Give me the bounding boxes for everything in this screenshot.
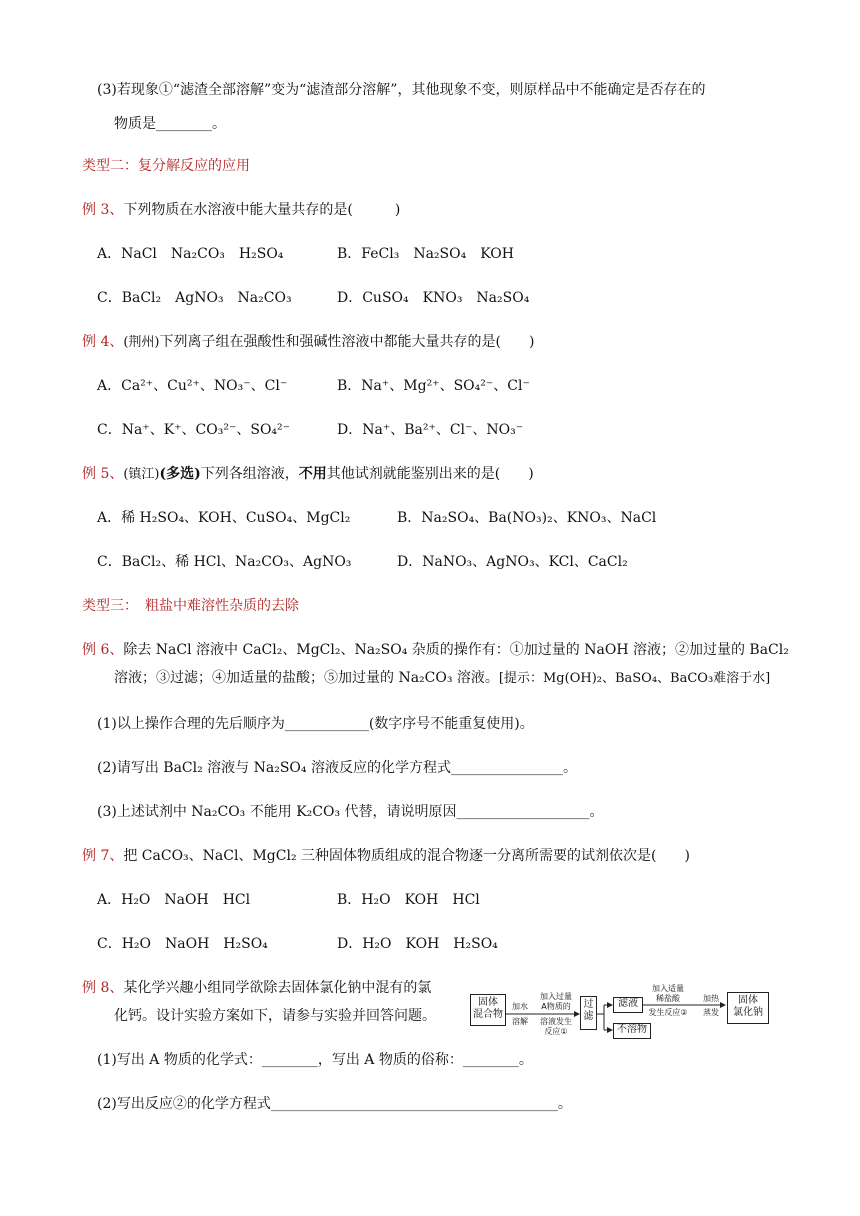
ex3-option-b: B．FeCl₃ Na₂SO₄ KOH — [337, 246, 514, 262]
ex5-multi: (多选) — [159, 466, 201, 482]
ex4-option-d: D．Na⁺、Ba²⁺、Cl⁻、NO₃⁻ — [337, 422, 524, 438]
ex5-source: (镇江) — [123, 467, 160, 482]
ex6-label: 例 6、 — [82, 642, 124, 658]
ex7-option-c: C．H₂O NaOH H₂SO₄ — [97, 936, 268, 952]
ex5-stem-a: 下列各组溶液， — [200, 466, 299, 482]
ex6-text2: 溶液；③过滤；④加适量的盐酸；⑤加过量的 Na₂CO₃ 溶液。 — [114, 670, 499, 686]
ex6-text1: 除去 NaCl 溶液中 CaCl₂、MgCl₂、Na₂SO₄ 杂质的操作有：①加过量的 NaOH 溶液；②加过量的 BaCl₂ — [123, 642, 789, 658]
ex5-option-b: B．Na₂SO₄、Ba(NO₃)₂、KNO₃、NaCl — [397, 510, 657, 526]
ex5-stem-b: 其他试剂就能鉴别出来的是( ) — [326, 466, 534, 482]
ex8-q1: (1)写出 A 物质的化学式：________，写出 A 物质的俗称：________。 — [97, 1052, 533, 1068]
ex8-label: 例 8、 — [82, 980, 124, 996]
ex6-q1: (1)以上操作合理的先后顺序为____________(数字序号不能重复使用)。 — [97, 716, 534, 732]
ex3-question — [82, 200, 400, 220]
flow-end-box — [727, 992, 769, 1024]
ex4-option-c: C．Na⁺、K⁺、CO₃²⁻、SO₄²⁻ — [97, 422, 291, 438]
flow-step2-top: 加入过量 A物质的 — [540, 992, 572, 1011]
flow-step3-top: 加入适量 稀盐酸 — [652, 984, 684, 1003]
flow-filtrate-box — [613, 997, 643, 1013]
ex7-option-a: A．H₂O NaOH HCl — [97, 892, 251, 908]
ex7-option-d: D．H₂O KOH H₂SO₄ — [337, 936, 498, 952]
ex8-line2: 化钙。设计实验方案如下，请参与实验并回答问题。 — [114, 1008, 436, 1024]
flow-step4-bottom: 蒸发 — [703, 1008, 719, 1017]
ex4-option-a: A．Ca²⁺、Cu²⁺、NO₃⁻、Cl⁻ — [97, 378, 288, 394]
ex4-question — [82, 332, 534, 353]
ex5-stem-bold: 不用 — [298, 466, 327, 482]
ex3-stem: 下列物质在水溶液中能大量共存的是( ) — [123, 202, 401, 218]
flow-start-text: 固体 混合物 — [473, 997, 503, 1020]
flow-filter-box — [580, 996, 597, 1030]
ex4-source: (荆州) — [123, 335, 160, 350]
ex8-text1: 某化学兴趣小组同学欲除去固体氯化钠中混有的氯 — [123, 980, 432, 996]
flow-step3-bottom: 发生反应② — [648, 1008, 688, 1017]
ex6-line1 — [82, 640, 789, 660]
ex3-option-c: C．BaCl₂ AgNO₃ Na₂CO₃ — [97, 290, 292, 306]
ex5-question — [82, 464, 534, 485]
ex6-q3: (3)上述试剂中 Na₂CO₃ 不能用 K₂CO₃ 代替，请说明原因___________________。 — [97, 804, 604, 820]
prev-q3-line1: (3)若现象①“滤渣全部溶解”变为“滤渣部分溶解”，其他现象不变，则原样品中不能确定是否存在的 — [97, 82, 706, 98]
ex6-line2 — [114, 668, 770, 689]
ex7-option-b: B．H₂O KOH HCl — [337, 892, 480, 908]
ex7-stem: 把 CaCO₃、NaCl、MgCl₂ 三种固体物质组成的混合物逐一分离所需要的试剂依次是( ) — [123, 848, 690, 864]
flow-step2-bottom: 溶液发生 反应① — [540, 1017, 572, 1036]
ex6-q2: (2)请写出 BaCl₂ 溶液与 Na₂SO₄ 溶液反应的化学方程式________________。 — [97, 760, 577, 776]
ex4-stem: 下列离子组在强酸性和强碱性溶液中都能大量共存的是( ) — [159, 334, 535, 350]
ex7-question — [82, 846, 690, 866]
ex3-option-d: D．CuSO₄ KNO₃ Na₂SO₄ — [337, 290, 530, 306]
ex5-option-a: A．稀 H₂SO₄、KOH、CuSO₄、MgCl₂ — [97, 510, 351, 526]
ex4-label: 例 4、 — [82, 334, 124, 350]
ex8-flowchart — [470, 986, 770, 1046]
flow-step1-top: 加水 — [512, 1002, 528, 1011]
ex8-line1 — [82, 978, 431, 998]
flow-end-text: 固体 氯化钠 — [733, 995, 763, 1018]
flow-filter-text: 过 滤 — [583, 999, 594, 1022]
flow-step4-top: 加热 — [703, 994, 719, 1003]
flow-insoluble-box — [613, 1023, 651, 1039]
type3-header: 类型三： 粗盐中难溶性杂质的去除 — [82, 598, 299, 614]
ex5-option-d: D．NaNO₃、AgNO₃、KCl、CaCl₂ — [397, 554, 628, 570]
ex8-q2: (2)写出反应②的化学方程式_________________________________________。 — [97, 1096, 572, 1112]
flow-start-box — [470, 994, 506, 1026]
ex5-label: 例 5、 — [82, 466, 124, 482]
ex6-hint: [提示：Mg(OH)₂、BaSO₄、BaCO₃难溶于水] — [498, 671, 771, 686]
ex3-label: 例 3、 — [82, 202, 124, 218]
type2-header: 类型二：复分解反应的应用 — [82, 158, 250, 174]
ex4-option-b: B．Na⁺、Mg²⁺、SO₄²⁻、Cl⁻ — [337, 378, 530, 394]
ex7-label: 例 7、 — [82, 848, 124, 864]
ex3-option-a: A．NaCl Na₂CO₃ H₂SO₄ — [97, 246, 284, 262]
ex5-option-c: C．BaCl₂、稀 HCl、Na₂CO₃、AgNO₃ — [97, 554, 352, 570]
flow-filtrate-text: 滤液 — [618, 998, 638, 1009]
flow-insoluble-text: 不溶物 — [617, 1024, 647, 1035]
prev-q3-line2: 物质是________。 — [114, 116, 226, 132]
flow-step1-bottom: 溶解 — [512, 1017, 528, 1026]
